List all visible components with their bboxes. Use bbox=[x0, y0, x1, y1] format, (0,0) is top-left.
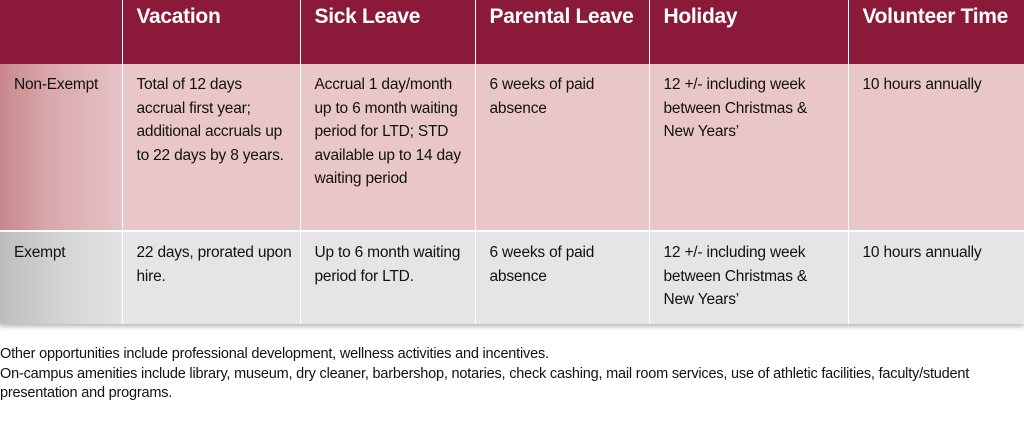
header-sick-leave: Sick Leave bbox=[300, 0, 475, 64]
note-on-campus-amenities: On-campus amenities include library, museum, dry cleaner, barbershop, notaries, check cashing, mail room services, use of athletic facilities, faculty/student presentation and programs. bbox=[0, 365, 970, 401]
cell-exempt-parental-leave: 6 weeks of paid absence bbox=[475, 231, 649, 324]
header-parental-leave: Parental Leave bbox=[475, 0, 649, 64]
row-label-non-exempt: Non-Exempt bbox=[0, 64, 122, 231]
cell-exempt-volunteer-time: 10 hours annually bbox=[848, 231, 1024, 324]
cell-non-exempt-volunteer-time: 10 hours annually bbox=[848, 64, 1024, 231]
header-holiday: Holiday bbox=[649, 0, 848, 64]
cell-non-exempt-vacation: Total of 12 days accrual first year; additional accruals up to 22 days by 8 years. bbox=[122, 64, 300, 231]
table-row-non-exempt bbox=[0, 64, 1024, 231]
header-volunteer-time: Volunteer Time bbox=[848, 0, 1024, 64]
cell-exempt-vacation: 22 days, prorated upon hire. bbox=[122, 231, 300, 324]
note-other-opportunities: Other opportunities include professional development, wellness activities and incentives. bbox=[0, 346, 549, 362]
cell-exempt-sick-leave: Up to 6 month waiting period for LTD. bbox=[300, 231, 475, 324]
cell-non-exempt-holiday: 12 +/- including week between Christmas & New Years’ bbox=[649, 64, 848, 231]
header-vacation: Vacation bbox=[122, 0, 300, 64]
cell-exempt-holiday: 12 +/- including week between Christmas & New Years’ bbox=[649, 231, 848, 324]
table-row-exempt bbox=[0, 231, 1024, 324]
header-corner bbox=[0, 0, 122, 64]
table-header-row bbox=[0, 0, 1024, 64]
footnotes bbox=[0, 345, 1024, 404]
row-label-exempt: Exempt bbox=[0, 231, 122, 324]
cell-non-exempt-sick-leave: Accrual 1 day/month up to 6 month waiting period for LTD; STD available up to 14 day waiting period bbox=[300, 64, 475, 231]
cell-non-exempt-parental-leave: 6 weeks of paid absence bbox=[475, 64, 649, 231]
